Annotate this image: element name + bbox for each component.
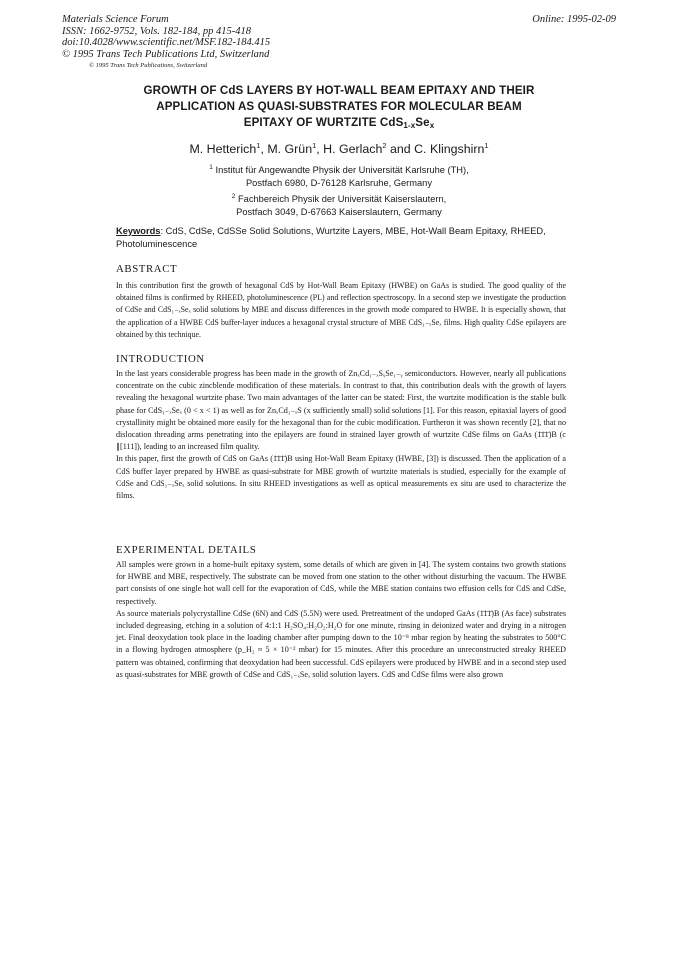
author-name: M. Grün xyxy=(267,142,313,156)
online-date: Online: 1995-02-09 xyxy=(532,14,616,25)
journal-name: Materials Science Forum xyxy=(62,14,169,25)
paragraph: In this paper, first the growth of CdS on GaAs (1̄1̄1̄)B using Hot-Wall Beam Epitaxy (HWBE, [3]) is discussed. Then the application of a CdS buffer layer prepared by HWBE as quasi-substrate for MBE growth of wurtzite materials is studied, especially for the example of CdSe and CdS₁₋ₓSeₓ solid solutions. In situ RHEED investigations as well as optical measurements ex situ are used to characterize the films. xyxy=(116,454,566,501)
affiliation-mark: 1 xyxy=(209,163,213,171)
paragraph: All samples were grown in a home-built epitaxy system, some details of which are given in [4]. The system contains two growth stations for HWBE and MBE, respectively. The substrate can be moved from one station to the other without disturbing the vacuum. The HWBE part consists of one single hot wall cell for the evaporation of CdS, while the MBE station contains two effusion cells for CdS and CdSe, respectively. xyxy=(116,560,566,606)
author-separator: , xyxy=(316,142,324,156)
title-line-1: GROWTH OF CdS LAYERS BY HOT-WALL BEAM EPITAXY AND THEIR xyxy=(143,84,535,97)
small-copyright: © 1995 Trans Tech Publications, Switzerland xyxy=(89,62,208,69)
author-list xyxy=(80,142,598,156)
abstract-heading: ABSTRACT xyxy=(116,263,178,275)
publisher-line: © 1995 Trans Tech Publications Ltd, Switzerland xyxy=(62,48,270,60)
author-affil-mark: 1 xyxy=(484,140,489,150)
title-line-3-prefix: EPITAXY OF WURTZITE CdS xyxy=(243,116,404,129)
affiliation-line: Postfach 6980, D-76128 Karlsruhe, Germany xyxy=(245,177,433,188)
author-separator: and xyxy=(386,142,415,156)
title-sub-2: x xyxy=(429,121,435,130)
paragraph: As source materials polycrystalline CdSe (6N) and CdS (5.5N) were used. Pretreatment of the undoped GaAs (1̄1̄1̄)B (As face) substrates included degreasing, etching in a solution of 4:1:1 H₂SO₄:H₂O₂:H₂O for one minute, rinsing in deionized water and drying in a nitrogen jet. Final deoxydation took place in the loading chamber after pumping down to the 10⁻⁸ mbar region by heating the substrates to 500°C in a flowing hydrogen atmosphere (p_H₂ ≈ 5 × 10⁻² mbar) for 15 minutes. After this procedure an unreconstructed streaky RHEED pattern was obtained, confirming that deoxydation had been successful. CdS epilayers were produced by HWBE and in a second step used as quasi-substrates for MBE growth of CdSe and CdS₁₋ₓSeₓ solid solution layers. CdS and CdSe films were also grown xyxy=(116,608,566,679)
introduction-body xyxy=(116,368,566,502)
doi-line[interactable]: doi:10.4028/www.scientific.net/MSF.182-184.415 xyxy=(62,37,271,49)
keywords-label: Keywords xyxy=(116,226,161,236)
author-affil-mark: 1 xyxy=(312,140,317,150)
citation-block xyxy=(62,14,270,60)
experimental-body xyxy=(116,559,566,681)
title-line-3-mid: Se xyxy=(415,116,430,129)
paragraph: In this contribution first the growth of hexagonal CdS by Hot-Wall Beam Epitaxy (HWBE) on GaAs is studied. The good quality of the obtained films is confirmed by RHEED, photoluminescence (PL) and reflection spectroscopy. In a second step we investigate the production of CdSe and CdS₁₋ₓSeₓ solid solutions by MBE and discuss differences in the growth mode compared to HWBE. It is especially shown, that the application of a HWBE CdS buffer-layer induces a hexagonal crystal structure of MBE CdS₁₋ₓSeₓ films. High quality CdSe epilayers are obtained by this technique. xyxy=(116,281,566,339)
author-affil-mark: 2 xyxy=(382,140,387,150)
author-name: H. Gerlach xyxy=(323,142,383,156)
author-separator: , xyxy=(260,142,268,156)
author-affil-mark: 1 xyxy=(256,140,261,150)
affiliation-line: Fachbereich Physik der Universität Kaiserslautern, xyxy=(237,194,447,204)
author-name: M. Hetterich xyxy=(189,142,257,156)
affiliation-line: Institut für Angewandte Physik der Universität Karlsruhe (TH), xyxy=(215,165,469,175)
affiliation-2 xyxy=(80,193,598,218)
introduction-heading: INTRODUCTION xyxy=(116,353,205,365)
paragraph: In the last years considerable progress has been made in the growth of ZnₓCd₁₋ₓSᵧSe₁₋ᵧ semiconductors. However, nearly all publications concentrate on the cubic zincblende modification of these materials. In contrast to that, this contribution deals with the growth of layers revealing the hexagonal wurtzite phase. Two main advantages of the latter can be stated: First, the wurtzite modification is the stable bulk phase for CdS₁₋ₓSeₓ (0 < x < 1) as well as for ZnₓCd₁₋ₓS (x sufficiently small) solid solutions [1]. For this reason, epitaxial layers of good crystallinity might be obtained more easily for the hexagonal than for the cubic modification. Furtheron it was shown recently [2], that no dislocation threading arms penetrating into the epilayers are found in strained layer growth of wurtzite CdSe films on GaAs (1̄1̄1̄)B (c ∥[111]), leading to an increased film quality. xyxy=(116,369,566,452)
keywords-text: : CdS, CdSe, CdSSe Solid Solutions, Wurtzite Layers, MBE, Hot-Wall Beam Epitaxy, RHEED, Photoluminescence xyxy=(116,226,546,249)
keywords xyxy=(116,225,564,250)
affiliation-line: Postfach 3049, D-67663 Kaiserslautern, Germany xyxy=(236,206,442,217)
abstract-body xyxy=(116,280,566,341)
paper-title xyxy=(80,83,598,131)
issn-line: ISSN: 1662-9752, Vols. 182-184, pp 415-418 xyxy=(62,25,251,37)
experimental-heading: EXPERIMENTAL DETAILS xyxy=(116,544,257,556)
affiliation-1 xyxy=(80,164,598,189)
title-line-2: APPLICATION AS QUASI-SUBSTRATES FOR MOLECULAR BEAM xyxy=(156,100,522,113)
title-line-3 xyxy=(80,115,598,131)
author-name: C. Klingshirn xyxy=(414,142,485,156)
affiliation-mark: 2 xyxy=(231,192,236,200)
title-sub-1: 1-x xyxy=(403,121,416,130)
